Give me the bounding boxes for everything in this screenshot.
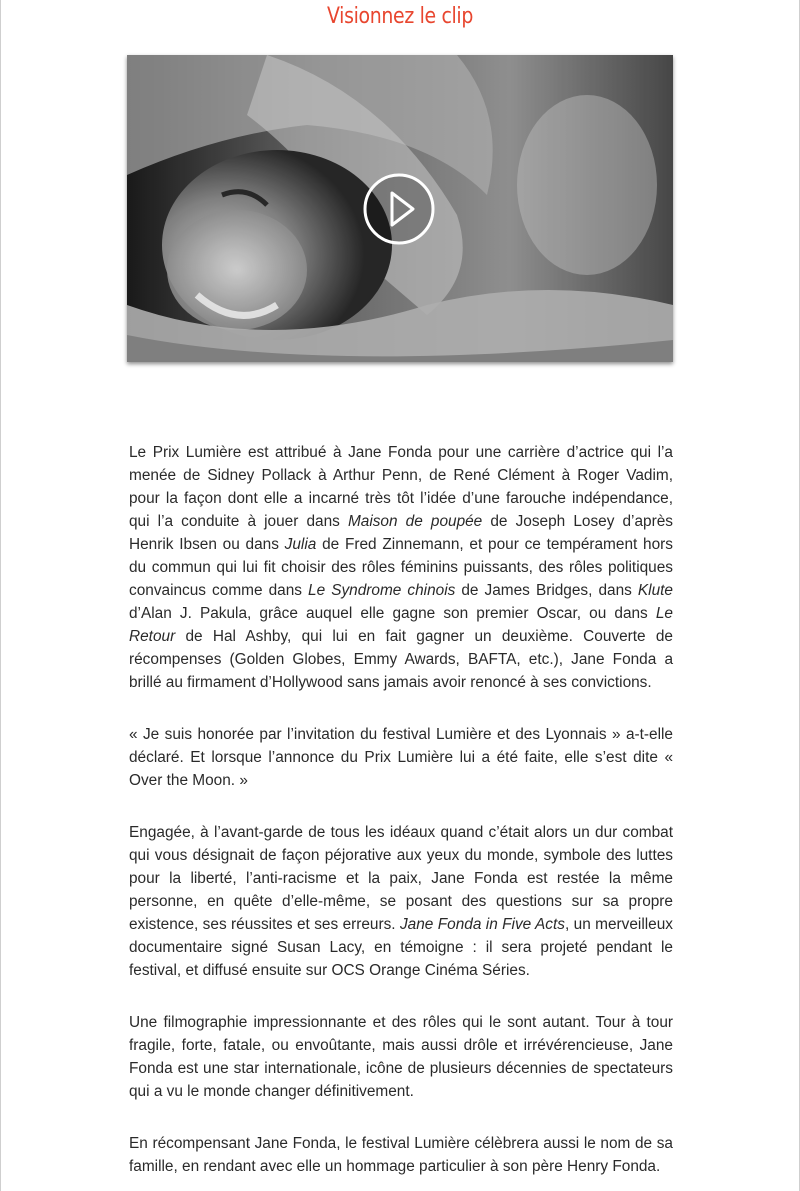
section-title: Visionnez le clip — [326, 4, 474, 29]
film-title: Le Retour — [129, 605, 673, 645]
film-title: Maison de poupée — [347, 513, 483, 530]
video-player[interactable] — [127, 55, 673, 362]
film-title: Jane Fonda in Five Acts — [399, 916, 565, 933]
paragraph-2: « Je suis honorée par l’invitation du festival Lumière et des Lyonnais » a-t-elle déclaré. Et lorsque l’annonce du Prix Lumière lui a été faite, elle s’est dite « Over the Moon. » — [129, 726, 673, 789]
paragraph-3: Engagée, à l’avant-garde de tous les idéaux quand c’était alors un dur combat qui vous désignait de façon péjorative aux yeux du monde, symbole des luttes pour la liberté, l’anti-racisme et la paix, Jane Fonda est restée la même personne, en quête d’elle-même, se posant des questions sur sa propre existence, ses réussites et ses erreurs. Jane Fonda in Five Acts, un merveilleux documentaire signé Susan Lacy, en témoigne : il sera projeté pendant le festival, et diffusé ensuite sur OCS Orange Cinéma Séries. — [129, 824, 673, 979]
paragraph-1: Le Prix Lumière est attribué à Jane Fonda pour une carrière d’actrice qui l’a menée de Sidney Pollack à Arthur Penn, de René Clément à Roger Vadim, pour la façon dont elle a incarné très tôt l’idée d’une farouche indépendance, qui l’a conduite à jouer dans Maison de poupée de Joseph Losey d’après Henrik Ibsen ou dans Julia de Fred Zinnemann, et pour ce tempérament hors du commun qui lui fit choisir des rôles féminins puissants, des rôles politiques convaincus comme dans Le Syndrome chinois de James Bridges, dans Klute d’Alan J. Pakula, grâce auquel elle gagne son premier Oscar, ou dans Le Retour de Hal Ashby, qui lui en fait gagner un deuxième. Couverte de récompenses (Golden Globes, Emmy Awards, BAFTA, etc.), Jane Fonda a brillé au firmament d’Hollywood sans jamais avoir renoncé à ses convictions. — [129, 444, 673, 691]
paragraph-4: Une filmographie impressionnante et des rôles qui le sont autant. Tour à tour fragile, forte, fatale, ou envoûtante, mais aussi drôle et irrévérencieuse, Jane Fonda est une star internationale, icône de plusieurs décennies de spectateurs qui a vu le monde changer définitivement. — [129, 1014, 673, 1100]
play-icon — [363, 173, 435, 245]
film-title: Le Syndrome chinois — [308, 582, 456, 599]
article-body — [129, 441, 673, 1191]
film-title: Julia — [284, 536, 317, 553]
film-title: Klute — [637, 582, 673, 599]
paragraph-5: En récompensant Jane Fonda, le festival Lumière célèbrera aussi le nom de sa famille, en rendant avec elle un hommage particulier à son père Henry Fonda. — [129, 1135, 673, 1175]
page-border-left — [0, 0, 1, 1191]
play-button[interactable] — [363, 173, 435, 245]
